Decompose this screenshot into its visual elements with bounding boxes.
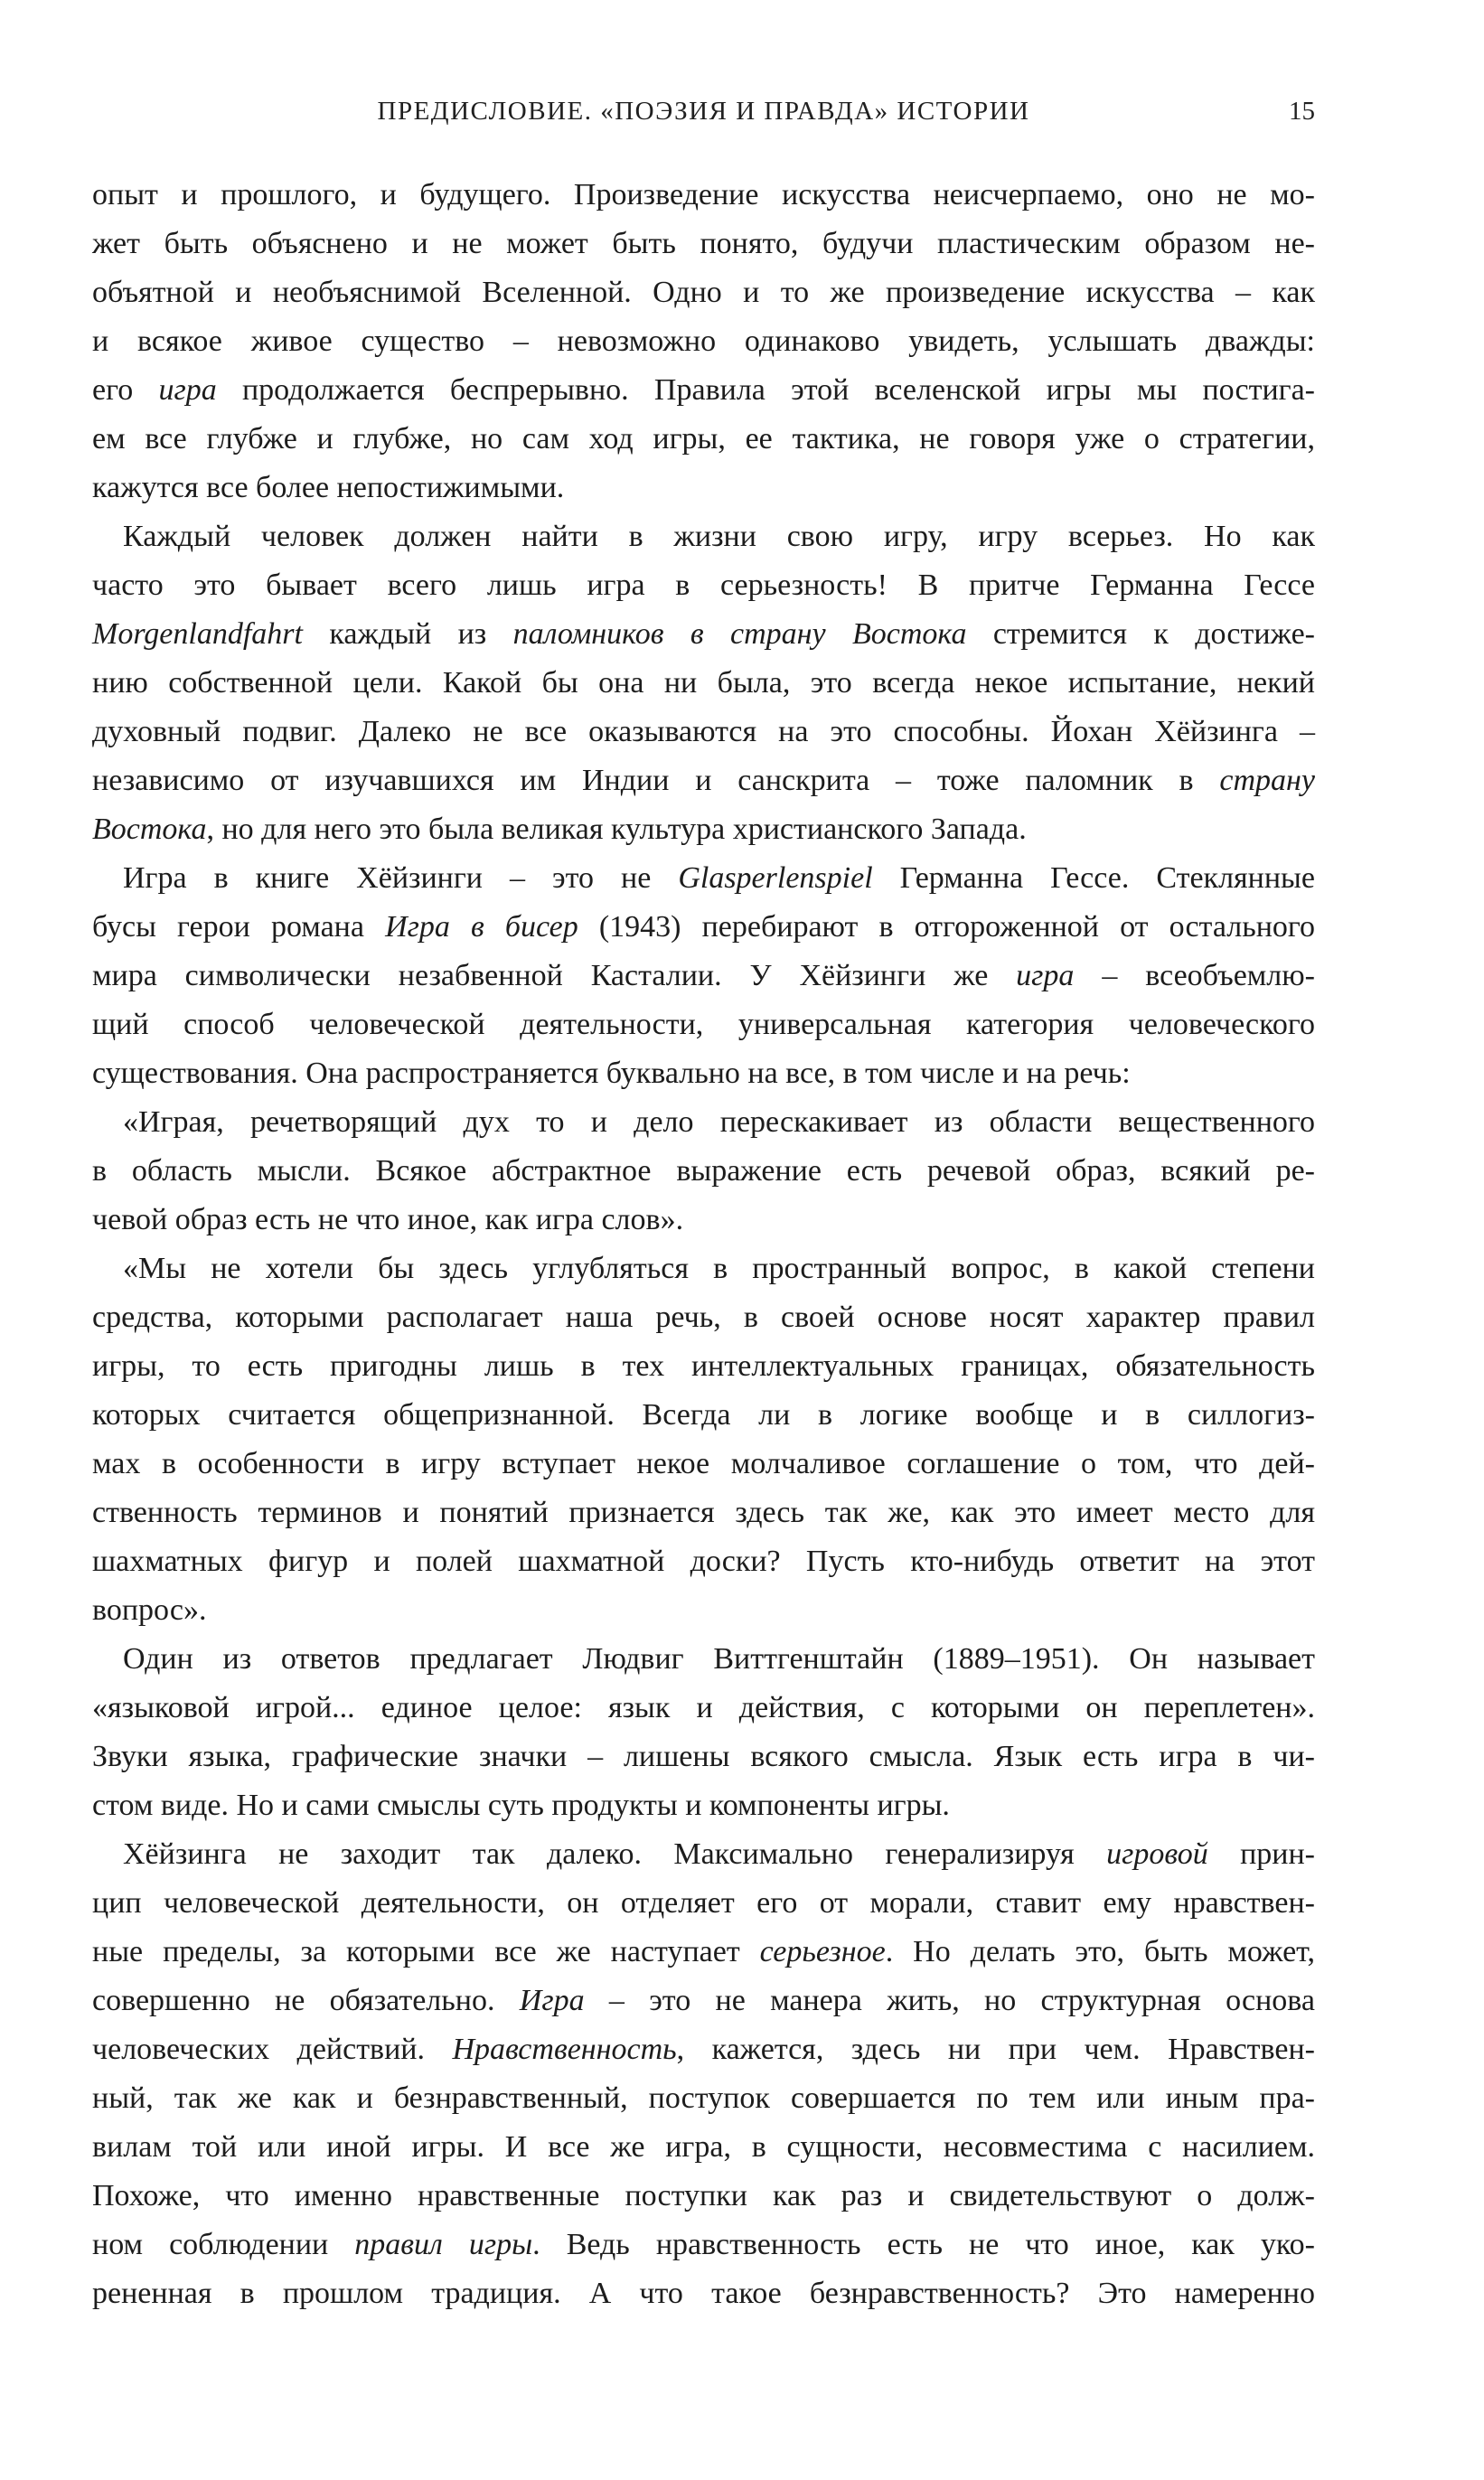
text-line <box>92 2123 1315 2172</box>
text-line <box>92 317 1315 366</box>
paragraph <box>92 854 1315 1098</box>
text-run: независимо от изучавшихся им Индии и санскрита – тоже паломник в <box>92 764 1220 797</box>
text-run: его <box>92 373 159 407</box>
text-run: ные пределы, за которыми все же наступает <box>92 1935 760 1968</box>
paragraph <box>92 1635 1315 1830</box>
text-line <box>92 220 1315 268</box>
running-title: ПРЕДИСЛОВИЕ. «ПОЭЗИЯ И ПРАВДА» ИСТОРИИ <box>377 97 1030 126</box>
text-run: вилам той или иной игры. И все же игра, в сущности, несовместима с насилием. <box>92 2130 1315 2164</box>
text-run: существования. Она распространяется буквально на все, в том числе и на речь: <box>92 1057 1131 1090</box>
text-run: чевой образ есть не что иное, как игра слов». <box>92 1203 684 1236</box>
text-line <box>92 1098 1315 1147</box>
text-run: ственность терминов и понятий признается здесь так же, как это имеет место для <box>92 1496 1315 1529</box>
text-run-italic: Игра в бисер <box>385 910 578 944</box>
text-line <box>92 1196 1315 1245</box>
paragraph <box>92 1098 1315 1245</box>
text-run: стом виде. Но и сами смыслы суть продукты и компоненты игры. <box>92 1789 950 1822</box>
text-line <box>92 903 1315 952</box>
text-line <box>92 2172 1315 2221</box>
paragraph <box>92 1245 1315 1635</box>
text-run: объятной и необъяснимой Вселенной. Одно и то же произведение искусства – как <box>92 276 1315 309</box>
text-run: средства, которыми располагает наша речь, в своей основе носят характер правил <box>92 1301 1315 1334</box>
text-run: «языковой игрой... единое целое: язык и действия, с которыми он переплетен». <box>92 1691 1315 1724</box>
text-line <box>92 1781 1315 1830</box>
text-line <box>92 512 1315 561</box>
text-line <box>92 1049 1315 1098</box>
text-line <box>92 1879 1315 1928</box>
text-line <box>92 1684 1315 1733</box>
text-run: Каждый человек должен найти в жизни свою игру, игру всерьез. Но как <box>123 520 1315 553</box>
text-run: , кажется, здесь ни при чем. Нравствен- <box>676 2033 1316 2066</box>
text-run: Германна Гессе. Стеклянные <box>872 861 1315 895</box>
text-line <box>92 1586 1315 1635</box>
text-line <box>92 1733 1315 1781</box>
text-line <box>92 2025 1315 2074</box>
text-run: – всеобъемлю- <box>1074 959 1315 992</box>
text-run-italic: серьезное <box>759 1935 886 1968</box>
text-block <box>92 171 1315 2318</box>
text-run: совершенно не обязательно. <box>92 1984 520 2017</box>
text-line <box>92 1245 1315 1293</box>
paragraph <box>92 171 1315 512</box>
text-run: кажутся все более непостижимыми. <box>92 471 565 504</box>
text-line <box>92 1342 1315 1391</box>
text-run: нию собственной цели. Какой бы она ни была, это всегда некое испытание, некий <box>92 666 1315 700</box>
text-run-italic: игра <box>1016 959 1075 992</box>
text-line <box>92 171 1315 220</box>
text-run: ем все глубже и глубже, но сам ход игры, ее тактика, не говоря уже о стратегии, <box>92 422 1315 456</box>
text-run: рененная в прошлом традиция. А что такое безнравственность? Это намеренно <box>92 2277 1315 2310</box>
text-run: «Играя, речетворящий дух то и дело перескакивает из области вещественного <box>123 1105 1315 1139</box>
text-run: щий способ человеческой деятельности, универсальная категория человеческого <box>92 1008 1315 1041</box>
text-run: часто это бывает всего лишь игра в серьезность! В притче Германна Гессе <box>92 568 1315 602</box>
text-run: в область мысли. Всякое абстрактное выражение есть речевой образ, всякий ре- <box>92 1154 1315 1188</box>
text-line <box>92 708 1315 756</box>
text-run-italic: игра <box>158 373 217 407</box>
text-run: вопрос». <box>92 1593 207 1627</box>
text-line <box>92 561 1315 610</box>
text-line <box>92 1293 1315 1342</box>
text-line <box>92 2221 1315 2269</box>
text-run-italic: правил игры <box>354 2228 533 2261</box>
text-run: Игра в книге Хёйзинги – это не <box>123 861 679 895</box>
text-line <box>92 268 1315 317</box>
text-line <box>92 610 1315 659</box>
text-run: игры, то есть пригодны лишь в тех интеллектуальных границах, обязательность <box>92 1349 1315 1383</box>
text-line <box>92 2269 1315 2318</box>
text-line <box>92 1000 1315 1049</box>
text-run: , но для него это была великая культура христианского Запада. <box>206 813 1027 846</box>
text-run-italic: игровой <box>1106 1837 1208 1871</box>
text-run: . Ведь нравственность есть не что иное, как уко- <box>532 2228 1315 2261</box>
text-run: и всякое живое существо – невозможно одинаково увидеть, услышать дважды: <box>92 324 1315 358</box>
text-run: Похоже, что именно нравственные поступки как раз и свидетельствуют о долж- <box>92 2179 1315 2212</box>
text-run-italic: страну <box>1219 764 1315 797</box>
text-run: человеческих действий. <box>92 2033 453 2066</box>
text-run: – это не манера жить, но структурная основа <box>584 1984 1315 2017</box>
text-line <box>92 1635 1315 1684</box>
text-line <box>92 1391 1315 1440</box>
text-run-italic: Игра <box>519 1984 585 2017</box>
text-line <box>92 805 1315 854</box>
text-run: духовный подвиг. Далеко не все оказываются на это способны. Йохан Хёйзинга – <box>92 715 1315 748</box>
text-run: ном соблюдении <box>92 2228 355 2261</box>
text-line <box>92 464 1315 512</box>
page-number: 15 <box>1289 97 1315 126</box>
page-header <box>92 95 1315 127</box>
text-run: бусы герои романа <box>92 910 386 944</box>
text-line <box>92 1977 1315 2025</box>
text-line <box>92 1440 1315 1489</box>
text-run: стремится к достиже- <box>966 617 1315 651</box>
text-run: (1943) перебирают в отгороженной от остального <box>578 910 1315 944</box>
text-run: Звуки языка, графические значки – лишены всякого смысла. Язык есть игра в чи- <box>92 1740 1315 1773</box>
text-run: которых считается общепризнанной. Всегда ли в логике вообще и в силлогиз- <box>92 1398 1315 1432</box>
text-line <box>92 1147 1315 1196</box>
text-line <box>92 854 1315 903</box>
text-run: каждый из <box>302 617 513 651</box>
text-line <box>92 1830 1315 1879</box>
text-run: Один из ответов предлагает Людвиг Виттгенштайн (1889–1951). Он называет <box>123 1642 1315 1676</box>
text-run: прин- <box>1207 1837 1315 1871</box>
text-line <box>92 1537 1315 1586</box>
text-line <box>92 415 1315 464</box>
text-run: цип человеческой деятельности, он отделяет его от морали, ставит ему нравствен- <box>92 1886 1315 1920</box>
text-line <box>92 1928 1315 1977</box>
text-run: ный, так же как и безнравственный, поступок совершается по тем или иным пра- <box>92 2081 1315 2115</box>
text-line <box>92 952 1315 1000</box>
text-run: опыт и прошлого, и будущего. Произведение искусства неисчерпаемо, оно не мо- <box>92 178 1315 211</box>
text-run: мира символически незабвенной Касталии. У Хёйзинги же <box>92 959 1017 992</box>
text-line <box>92 1489 1315 1537</box>
text-run: мах в особенности в игру вступает некое молчаливое соглашение о том, что дей- <box>92 1447 1315 1480</box>
text-run: . Но делать это, быть может, <box>885 1935 1315 1968</box>
paragraph <box>92 512 1315 854</box>
text-run-italic: паломников в страну Востока <box>512 617 967 651</box>
text-run-italic: Glasperlenspiel <box>678 861 873 895</box>
text-run-italic: Morgenlandfahrt <box>92 617 303 651</box>
text-line <box>92 2074 1315 2123</box>
text-run: продолжается беспрерывно. Правила этой вселенской игры мы постига- <box>216 373 1315 407</box>
text-run: жет быть объяснено и не может быть понято, будучи пластическим образом не- <box>92 227 1315 260</box>
text-line <box>92 659 1315 708</box>
text-line <box>92 756 1315 805</box>
text-run: шахматных фигур и полей шахматной доски? Пусть кто-нибудь ответит на этот <box>92 1545 1315 1578</box>
text-run-italic: Востока <box>92 813 207 846</box>
paragraph <box>92 1830 1315 2318</box>
text-line <box>92 366 1315 415</box>
text-run: «Мы не хотели бы здесь углубляться в пространный вопрос, в какой степени <box>123 1252 1315 1285</box>
text-run: Хёйзинга не заходит так далеко. Максимально генерализируя <box>123 1837 1107 1871</box>
text-run-italic: Нравственность <box>452 2033 677 2066</box>
